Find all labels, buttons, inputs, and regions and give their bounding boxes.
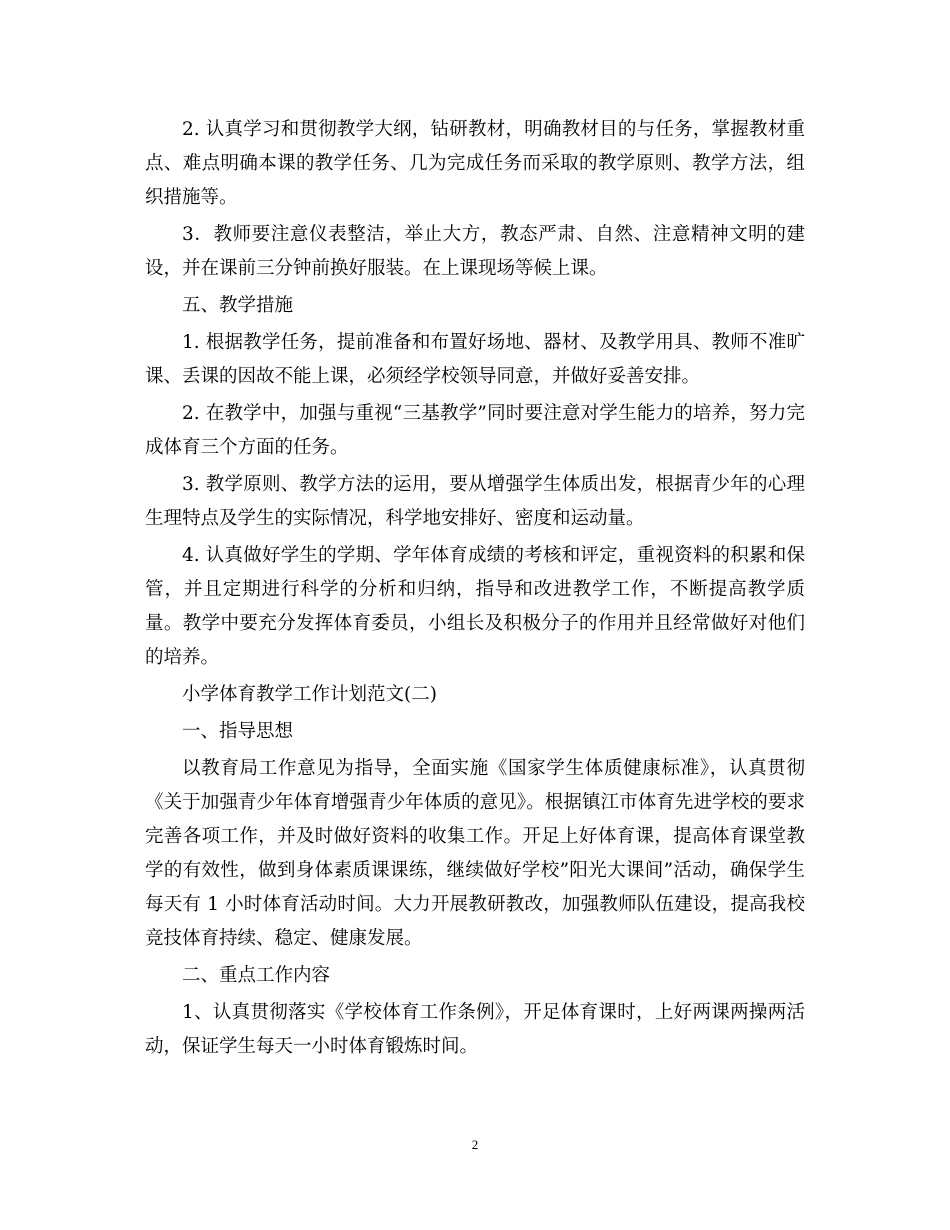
document-subtitle: 小学体育教学工作计划范文(二) bbox=[182, 684, 437, 705]
section-heading-key-work: 二、重点工作内容 bbox=[182, 965, 331, 986]
paragraph-guiding-ideology: 以教育局工作意见为指导，全面实施《国家学生体质健康标准》，认真贯彻《关于加强青少年体育增强青少年体质的意见》。根据镇江市体育先进学校的要求完善各项工作，并及时做好资料的收集工作。开足上好体育课，提高体育课堂教学的有效性，做到身体素质课课练，继续做好学校”阳光大课间”活动，确保学生每天有 1 小时体育活动时间。大力开展教研教改，加强教师队伍建设，提高我校竞技体育持续、稳定、健康发展。 bbox=[145, 758, 805, 949]
paragraph-measure-2: 2. 在教学中，加强与重视“三基教学”同时要注意对学生能力的培养，努力完成体育三个方面的任务。 bbox=[145, 403, 805, 458]
document-body bbox=[145, 113, 805, 1064]
section-heading-teaching-measures: 五、教学措施 bbox=[182, 295, 294, 316]
paragraph-measure-4: 4. 认真做好学生的学期、学年体育成绩的考核和评定，重视资料的积累和保管，并且定期进行科学的分析和归纳，指导和改进教学工作，不断提高教学质量。教学中要充分发挥体育委员，小组长及积极分子的作用并且经常做好对他们的培养。 bbox=[145, 545, 805, 668]
section-heading-guiding-ideology: 一、指导思想 bbox=[182, 721, 294, 742]
paragraph-key-work-1: 1、认真贯彻落实《学校体育工作条例》，开足体育课时，上好两课两操两活动，保证学生每天一小时体育锻炼时间。 bbox=[145, 1002, 805, 1057]
paragraph-measure-3: 3. 教学原则、教学方法的运用，要从增强学生体质出发，根据青少年的心理生理特点及学生的实际情况，科学地安排好、密度和运动量。 bbox=[145, 474, 805, 529]
paragraph-measure-1: 1. 根据教学任务，提前准备和布置好场地、器材、及教学用具、教师不准旷课、丢课的因故不能上课，必须经学校领导同意，并做好妥善安排。 bbox=[145, 332, 805, 387]
paragraph-study-syllabus: 2. 认真学习和贯彻教学大纲，钻研教材，明确教材目的与任务，掌握教材重点、难点明确本课的教学任务、几为完成任务而采取的教学原则、教学方法，组织措施等。 bbox=[145, 119, 805, 208]
page-number: 2 bbox=[471, 1137, 479, 1152]
paragraph-teacher-appearance: 3．教师要注意仪表整洁，举止大方，教态严肃、自然、注意精神文明的建设，并在课前三分钟前换好服装。在上课现场等候上课。 bbox=[145, 224, 805, 279]
